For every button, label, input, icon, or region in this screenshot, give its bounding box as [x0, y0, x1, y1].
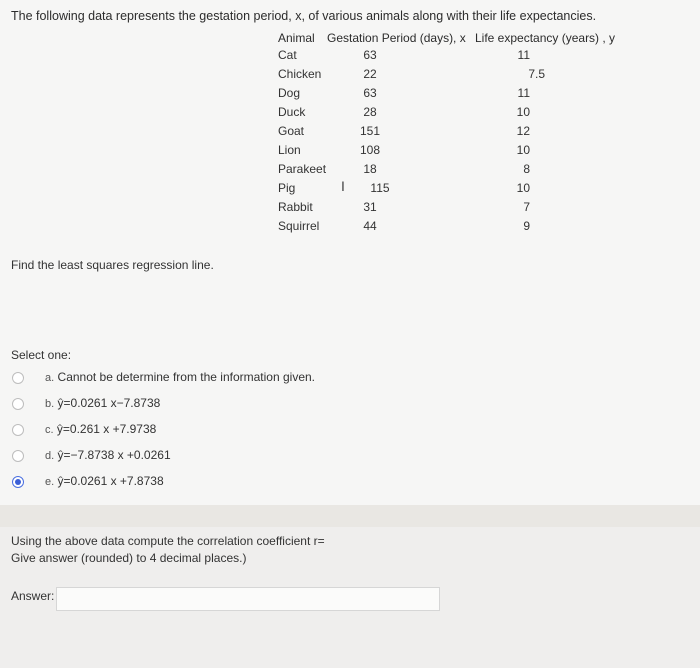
option-letter: b. — [45, 398, 55, 410]
radio-e-selected[interactable] — [12, 476, 24, 488]
option-label: ŷ=−7.8738 x +0.0261 — [57, 448, 171, 462]
select-one-label: Select one: — [11, 348, 72, 362]
option-letter: e. — [45, 476, 55, 488]
table-row — [0, 105, 700, 124]
cell-animal: Lion — [278, 143, 301, 157]
cell-gestation: 115 — [370, 181, 390, 195]
table-row — [0, 124, 700, 143]
cell-life: 7.5 — [528, 67, 545, 81]
cell-animal: Cat — [278, 48, 297, 62]
option-e[interactable] — [0, 473, 700, 495]
cell-gestation: 63 — [363, 86, 377, 100]
cell-life: 12 — [516, 124, 530, 138]
option-a[interactable] — [0, 369, 700, 391]
cell-life: 10 — [516, 105, 530, 119]
table-row — [0, 181, 700, 200]
option-e-text — [45, 474, 164, 488]
cell-animal: Duck — [278, 105, 306, 119]
question-prompt: Find the least squares regression line. — [11, 258, 214, 272]
table-row — [0, 162, 700, 181]
cell-life: 11 — [517, 48, 530, 62]
option-d[interactable] — [0, 447, 700, 469]
cell-life: 10 — [516, 181, 530, 195]
option-c[interactable] — [0, 421, 700, 443]
option-letter: d. — [45, 450, 55, 462]
option-label: Cannot be determine from the information given. — [57, 370, 316, 384]
question-2-instruction: Give answer (rounded) to 4 decimal places.) — [11, 551, 247, 565]
radio-b[interactable] — [12, 398, 24, 410]
option-b[interactable] — [0, 395, 700, 417]
text-cursor-icon: I — [341, 178, 345, 194]
table-row — [0, 219, 700, 238]
cell-animal: Squirrel — [278, 219, 320, 233]
option-label: ŷ=0.261 x +7.9738 — [56, 422, 157, 436]
cell-life: 7 — [523, 200, 530, 214]
question-intro: The following data represents the gestation period, x, of various animals along with their life expectancies. — [11, 9, 597, 23]
answer-input[interactable] — [56, 587, 440, 611]
cell-animal: Pig — [278, 181, 296, 195]
header-life: Life expectancy (years) , y — [475, 31, 616, 45]
option-c-text — [45, 422, 156, 436]
cell-gestation: 151 — [359, 124, 381, 138]
option-letter: a. — [45, 372, 55, 384]
cell-life: 10 — [516, 143, 530, 157]
option-b-text — [45, 396, 160, 410]
radio-c[interactable] — [12, 424, 24, 436]
table-row — [0, 200, 700, 219]
cell-animal: Dog — [278, 86, 301, 100]
answer-label: Answer: — [11, 589, 55, 603]
cell-life: 9 — [523, 219, 530, 233]
header-gestation: Gestation Period (days), x — [327, 31, 466, 45]
table-row — [0, 86, 700, 105]
cell-life: 11 — [517, 86, 530, 100]
cell-gestation: 28 — [363, 105, 377, 119]
option-letter: c. — [45, 424, 54, 436]
cell-gestation: 63 — [363, 48, 377, 62]
question-2-panel — [0, 527, 700, 668]
cell-gestation: 18 — [363, 162, 377, 176]
table-row — [0, 143, 700, 162]
cell-gestation: 22 — [363, 67, 377, 81]
cell-gestation: 108 — [359, 143, 381, 157]
cell-animal: Goat — [278, 124, 305, 138]
question-2-text: Using the above data compute the correlation coefficient r= — [11, 534, 325, 548]
header-animal: Animal — [278, 31, 315, 45]
cell-animal: Parakeet — [278, 162, 327, 176]
cell-animal: Rabbit — [278, 200, 313, 214]
option-a-text — [45, 370, 315, 384]
radio-d[interactable] — [12, 450, 24, 462]
option-label: ŷ=0.0261 x−7.8738 — [57, 396, 161, 410]
option-label: ŷ=0.0261 x +7.8738 — [57, 474, 164, 488]
table-row — [0, 67, 700, 86]
cell-gestation: 44 — [363, 219, 377, 233]
cell-animal: Chicken — [278, 67, 322, 81]
table-row — [0, 48, 700, 67]
radio-a[interactable] — [12, 372, 24, 384]
cell-life: 8 — [523, 162, 530, 176]
cell-gestation: 31 — [363, 200, 377, 214]
data-table — [0, 28, 700, 243]
option-d-text — [45, 448, 171, 462]
